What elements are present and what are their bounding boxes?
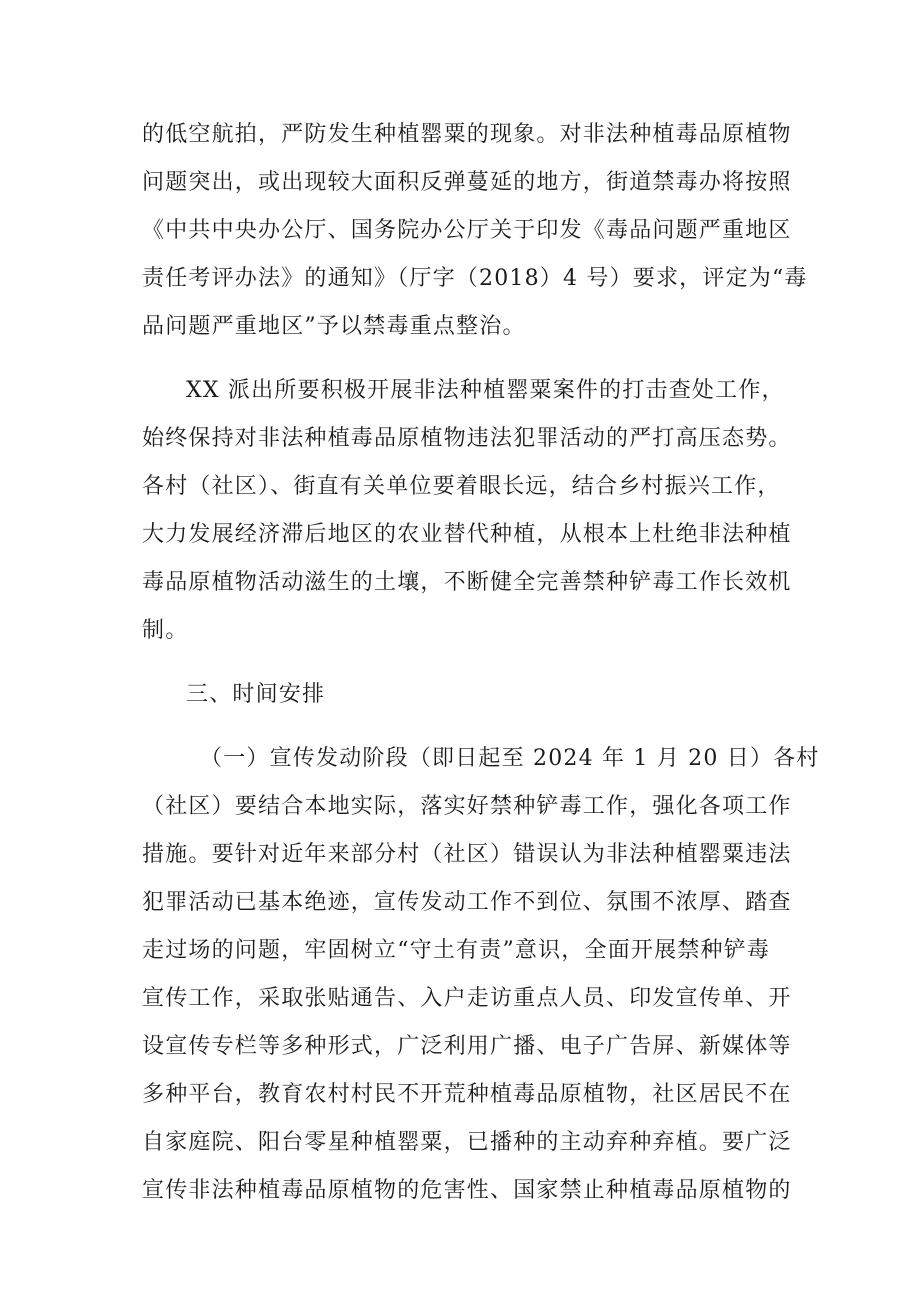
text-line: 大力发展经济滞后地区的农业替代种植，从根本上杜绝非法种植 (142, 522, 792, 547)
text-line: XX 派出所要积极开展非法种植罂粟案件的打击查处工作， (186, 378, 785, 403)
paragraph-gap (142, 351, 792, 367)
text-line: 问题突出，或出现较大面积反弹蔓延的地方，街道禁毒办将按照 (142, 170, 792, 195)
paragraph-gap (142, 655, 792, 671)
text-line: 措施。要针对近年来部分村（社区）错误认为非法种植罂粟违法 (142, 842, 792, 867)
text-line: 毒品原植物活动滋生的土壤，不断健全完善禁种铲毒工作长效机 (142, 570, 792, 595)
text-line: 的低空航拍，严防发生种植罂粟的现象。对非法种植毒品原植物 (142, 122, 792, 147)
text-line: 犯罪活动已基本绝迹，宣传发动工作不到位、氛围不浓厚、踏查 (142, 890, 792, 915)
paragraph-police-station (142, 367, 792, 655)
text-line: 始终保持对非法种植毒品原植物违法犯罪活动的严打高压态势。 (142, 426, 792, 451)
text-line: 宣传工作，采取张贴通告、入户走访重点人员、印发宣传单、开 (142, 986, 792, 1011)
paragraph-gap (142, 719, 792, 735)
paragraph-publicity-phase (142, 735, 820, 1215)
text-line: 设宣传专栏等多种形式，广泛利用广播、电子广告屏、新媒体等 (142, 1034, 792, 1059)
text-line: 《中共中央办公厅、国务院办公厅关于印发《毒品问题严重地区 (142, 218, 792, 243)
text-line: （社区）要结合本地实际，落实好禁种铲毒工作，强化各项工作 (142, 794, 792, 819)
text-line: 制。 (142, 618, 189, 643)
text-line: 宣传非法种植毒品原植物的危害性、国家禁止种植毒品原植物的 (142, 1178, 792, 1203)
paragraph-continuation (142, 111, 808, 351)
text-line: 责任考评办法》的通知》（厅字（2018）4 号）要求，评定为“毒 (142, 266, 808, 291)
text-line: 各村（社区）、街直有关单位要着眼长远，结合乡村振兴工作， (142, 474, 781, 499)
text-line: 品问题严重地区”予以禁毒重点整治。 (142, 314, 526, 339)
section-heading (142, 671, 792, 719)
text-line: 走过场的问题，牢固树立“守土有责”意识，全面开展禁种铲毒 (142, 938, 771, 963)
text-line: （一）宣传发动阶段（即日起至 2024 年 1 月 20 日）各村 (200, 746, 820, 771)
text-line: 自家庭院、阳台零星种植罂粟，已播种的主动弃种弃植。要广泛 (142, 1130, 792, 1155)
text-line: 多种平台，教育农村村民不开荒种植毒品原植物，社区居民不在 (142, 1082, 792, 1107)
document-body (142, 111, 820, 1215)
section-heading-text: 三、时间安排 (186, 682, 326, 707)
